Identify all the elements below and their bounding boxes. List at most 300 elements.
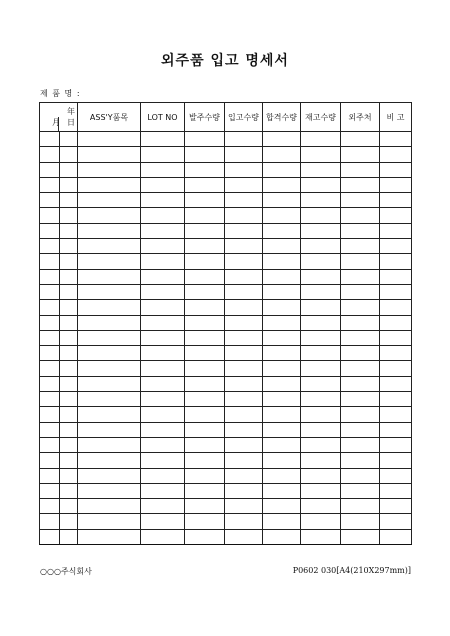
- company-name: ○○○주식회사: [40, 567, 92, 576]
- month-cell[interactable]: [40, 422, 60, 437]
- stock-qty-cell[interactable]: [301, 147, 341, 162]
- remarks-cell[interactable]: [380, 361, 412, 376]
- remarks-cell[interactable]: [380, 407, 412, 422]
- table-row: [40, 422, 412, 437]
- vendor-cell[interactable]: [341, 437, 380, 452]
- receive-qty-cell[interactable]: [225, 499, 263, 514]
- day-cell[interactable]: [60, 239, 78, 254]
- remarks-cell[interactable]: [380, 346, 412, 361]
- day-cell[interactable]: [60, 346, 78, 361]
- order-qty-cell[interactable]: [185, 162, 225, 177]
- receive-qty-cell[interactable]: [225, 437, 263, 452]
- table-row: [40, 407, 412, 422]
- receive-qty-cell[interactable]: [225, 300, 263, 315]
- vendor-cell[interactable]: [341, 239, 380, 254]
- order-qty-cell[interactable]: [185, 330, 225, 345]
- vendor-cell[interactable]: [341, 529, 380, 544]
- lot-no-cell[interactable]: [141, 422, 185, 437]
- day-cell[interactable]: [60, 499, 78, 514]
- month-cell[interactable]: [40, 499, 60, 514]
- day-cell[interactable]: [60, 392, 78, 407]
- pass-qty-cell[interactable]: [263, 499, 301, 514]
- order-qty-cell[interactable]: [185, 223, 225, 238]
- pass-qty-cell[interactable]: [263, 254, 301, 269]
- assy-item-cell[interactable]: [78, 437, 141, 452]
- stock-qty-cell[interactable]: [301, 346, 341, 361]
- order-qty-cell[interactable]: [185, 422, 225, 437]
- month-cell[interactable]: [40, 453, 60, 468]
- vendor-cell[interactable]: [341, 499, 380, 514]
- stock-qty-cell[interactable]: [301, 193, 341, 208]
- stock-qty-cell[interactable]: [301, 376, 341, 391]
- month-cell[interactable]: [40, 361, 60, 376]
- stock-qty-cell[interactable]: [301, 529, 341, 544]
- remarks-cell[interactable]: [380, 147, 412, 162]
- pass-qty-cell[interactable]: [263, 361, 301, 376]
- stock-qty-cell[interactable]: [301, 223, 341, 238]
- order-qty-cell[interactable]: [185, 529, 225, 544]
- remarks-cell[interactable]: [380, 330, 412, 345]
- order-qty-cell[interactable]: [185, 392, 225, 407]
- assy-item-cell[interactable]: [78, 208, 141, 223]
- vendor-cell[interactable]: [341, 254, 380, 269]
- lot-no-cell[interactable]: [141, 376, 185, 391]
- vendor-cell[interactable]: [341, 468, 380, 483]
- remarks-cell[interactable]: [380, 269, 412, 284]
- pass-qty-cell[interactable]: [263, 422, 301, 437]
- vendor-cell[interactable]: [341, 346, 380, 361]
- remarks-cell[interactable]: [380, 453, 412, 468]
- pass-qty-cell[interactable]: [263, 193, 301, 208]
- day-cell[interactable]: [60, 177, 78, 192]
- table-row: [40, 376, 412, 391]
- assy-item-cell[interactable]: [78, 269, 141, 284]
- receive-qty-cell[interactable]: [225, 284, 263, 299]
- pass-qty-cell[interactable]: [263, 483, 301, 498]
- assy-item-cell[interactable]: [78, 330, 141, 345]
- month-cell[interactable]: [40, 529, 60, 544]
- remarks-cell[interactable]: [380, 437, 412, 452]
- month-cell[interactable]: [40, 376, 60, 391]
- day-cell[interactable]: [60, 193, 78, 208]
- pass-qty-cell[interactable]: [263, 392, 301, 407]
- stock-qty-cell[interactable]: [301, 483, 341, 498]
- order-qty-cell[interactable]: [185, 315, 225, 330]
- pass-qty-cell[interactable]: [263, 468, 301, 483]
- table-row: [40, 132, 412, 147]
- remarks-cell[interactable]: [380, 132, 412, 147]
- lot-no-cell[interactable]: [141, 239, 185, 254]
- stock-qty-cell[interactable]: [301, 162, 341, 177]
- lot-no-cell[interactable]: [141, 284, 185, 299]
- stock-qty-cell[interactable]: [301, 208, 341, 223]
- remarks-cell[interactable]: [380, 177, 412, 192]
- assy-item-cell[interactable]: [78, 376, 141, 391]
- remarks-cell[interactable]: [380, 315, 412, 330]
- vendor-cell[interactable]: [341, 208, 380, 223]
- lot-no-cell[interactable]: [141, 330, 185, 345]
- pass-qty-cell[interactable]: [263, 300, 301, 315]
- month-cell[interactable]: [40, 208, 60, 223]
- table-row: [40, 193, 412, 208]
- lot-no-cell[interactable]: [141, 392, 185, 407]
- lot-no-cell[interactable]: [141, 315, 185, 330]
- pass-qty-header: 합격수량: [263, 103, 301, 132]
- vendor-cell[interactable]: [341, 223, 380, 238]
- month-cell[interactable]: [40, 162, 60, 177]
- receive-qty-cell[interactable]: [225, 514, 263, 529]
- receive-qty-cell[interactable]: [225, 269, 263, 284]
- assy-item-cell[interactable]: [78, 346, 141, 361]
- assy-item-cell[interactable]: [78, 147, 141, 162]
- stock-qty-cell[interactable]: [301, 239, 341, 254]
- table-row: [40, 269, 412, 284]
- receive-qty-cell[interactable]: [225, 529, 263, 544]
- lot-no-cell[interactable]: [141, 269, 185, 284]
- month-cell[interactable]: [40, 284, 60, 299]
- remarks-cell[interactable]: [380, 483, 412, 498]
- order-qty-cell[interactable]: [185, 483, 225, 498]
- order-qty-cell[interactable]: [185, 499, 225, 514]
- pass-qty-cell[interactable]: [263, 346, 301, 361]
- lot-no-cell[interactable]: [141, 254, 185, 269]
- day-cell[interactable]: [60, 269, 78, 284]
- stock-qty-cell[interactable]: [301, 254, 341, 269]
- lot-no-header: LOT NO: [141, 103, 185, 132]
- assy-item-cell[interactable]: [78, 254, 141, 269]
- order-qty-cell[interactable]: [185, 239, 225, 254]
- day-cell[interactable]: [60, 361, 78, 376]
- lot-no-cell[interactable]: [141, 300, 185, 315]
- vendor-cell[interactable]: [341, 284, 380, 299]
- assy-item-cell[interactable]: [78, 392, 141, 407]
- table-row: [40, 330, 412, 345]
- day-cell[interactable]: [60, 483, 78, 498]
- order-qty-cell[interactable]: [185, 376, 225, 391]
- remarks-cell[interactable]: [380, 376, 412, 391]
- stock-qty-cell[interactable]: [301, 499, 341, 514]
- receive-qty-cell[interactable]: [225, 147, 263, 162]
- remarks-cell[interactable]: [380, 422, 412, 437]
- table-body: [40, 132, 412, 545]
- order-qty-cell[interactable]: [185, 407, 225, 422]
- stock-qty-cell[interactable]: [301, 437, 341, 452]
- remarks-cell[interactable]: [380, 193, 412, 208]
- lot-no-cell[interactable]: [141, 162, 185, 177]
- vendor-cell[interactable]: [341, 392, 380, 407]
- lot-no-cell[interactable]: [141, 132, 185, 147]
- month-cell[interactable]: [40, 239, 60, 254]
- day-cell[interactable]: [60, 529, 78, 544]
- stock-qty-cell[interactable]: [301, 177, 341, 192]
- receive-qty-cell[interactable]: [225, 254, 263, 269]
- table-row: [40, 254, 412, 269]
- lot-no-cell[interactable]: [141, 407, 185, 422]
- stock-qty-cell[interactable]: [301, 269, 341, 284]
- day-cell[interactable]: [60, 223, 78, 238]
- pass-qty-cell[interactable]: [263, 208, 301, 223]
- receive-qty-cell[interactable]: [225, 468, 263, 483]
- table-row: [40, 162, 412, 177]
- lot-no-cell[interactable]: [141, 529, 185, 544]
- assy-item-cell[interactable]: [78, 514, 141, 529]
- vendor-cell[interactable]: [341, 269, 380, 284]
- month-cell[interactable]: [40, 392, 60, 407]
- day-cell[interactable]: [60, 315, 78, 330]
- day-cell[interactable]: [60, 422, 78, 437]
- stock-qty-cell[interactable]: [301, 300, 341, 315]
- table-row: [40, 208, 412, 223]
- stock-qty-cell[interactable]: [301, 132, 341, 147]
- month-cell[interactable]: [40, 407, 60, 422]
- table-row: [40, 392, 412, 407]
- stock-qty-cell[interactable]: [301, 330, 341, 345]
- day-cell[interactable]: [60, 284, 78, 299]
- lot-no-cell[interactable]: [141, 147, 185, 162]
- assy-item-cell[interactable]: [78, 132, 141, 147]
- remarks-cell[interactable]: [380, 284, 412, 299]
- order-qty-cell[interactable]: [185, 193, 225, 208]
- lot-no-cell[interactable]: [141, 437, 185, 452]
- order-qty-cell[interactable]: [185, 453, 225, 468]
- month-cell[interactable]: [40, 468, 60, 483]
- month-cell[interactable]: [40, 223, 60, 238]
- remarks-cell[interactable]: [380, 468, 412, 483]
- pass-qty-cell[interactable]: [263, 223, 301, 238]
- day-header: 日: [67, 118, 75, 127]
- order-qty-cell[interactable]: [185, 132, 225, 147]
- assy-item-header: ASS'Y품목: [78, 103, 141, 132]
- receive-qty-cell[interactable]: [225, 177, 263, 192]
- vendor-cell[interactable]: [341, 407, 380, 422]
- assy-item-cell[interactable]: [78, 499, 141, 514]
- month-cell[interactable]: [40, 300, 60, 315]
- assy-item-cell[interactable]: [78, 422, 141, 437]
- assy-item-cell[interactable]: [78, 162, 141, 177]
- order-qty-cell[interactable]: [185, 147, 225, 162]
- receipt-table: [39, 102, 412, 545]
- day-cell[interactable]: [60, 254, 78, 269]
- assy-item-cell[interactable]: [78, 529, 141, 544]
- vendor-cell[interactable]: [341, 376, 380, 391]
- pass-qty-cell[interactable]: [263, 177, 301, 192]
- vendor-cell[interactable]: [341, 330, 380, 345]
- remarks-cell[interactable]: [380, 514, 412, 529]
- remarks-cell[interactable]: [380, 499, 412, 514]
- receive-qty-cell[interactable]: [225, 208, 263, 223]
- receive-qty-cell[interactable]: [225, 162, 263, 177]
- vendor-cell[interactable]: [341, 315, 380, 330]
- month-cell[interactable]: [40, 147, 60, 162]
- table-row: [40, 315, 412, 330]
- pass-qty-cell[interactable]: [263, 330, 301, 345]
- receive-qty-cell[interactable]: [225, 223, 263, 238]
- remarks-header: 비 고: [380, 103, 412, 132]
- receive-qty-cell[interactable]: [225, 422, 263, 437]
- remarks-cell[interactable]: [380, 162, 412, 177]
- assy-item-cell[interactable]: [78, 315, 141, 330]
- lot-no-cell[interactable]: [141, 177, 185, 192]
- vendor-cell[interactable]: [341, 132, 380, 147]
- receive-qty-cell[interactable]: [225, 376, 263, 391]
- remarks-cell[interactable]: [380, 300, 412, 315]
- remarks-cell[interactable]: [380, 529, 412, 544]
- receive-qty-cell[interactable]: [225, 407, 263, 422]
- assy-item-cell[interactable]: [78, 468, 141, 483]
- remarks-cell[interactable]: [380, 239, 412, 254]
- vendor-cell[interactable]: [341, 177, 380, 192]
- vendor-cell[interactable]: [341, 193, 380, 208]
- table-row: [40, 468, 412, 483]
- stock-qty-cell[interactable]: [301, 468, 341, 483]
- pass-qty-cell[interactable]: [263, 284, 301, 299]
- order-qty-cell[interactable]: [185, 254, 225, 269]
- pass-qty-cell[interactable]: [263, 239, 301, 254]
- month-cell[interactable]: [40, 437, 60, 452]
- date-header: [40, 103, 78, 132]
- day-cell[interactable]: [60, 330, 78, 345]
- receive-qty-cell[interactable]: [225, 330, 263, 345]
- lot-no-cell[interactable]: [141, 346, 185, 361]
- pass-qty-cell[interactable]: [263, 514, 301, 529]
- assy-item-cell[interactable]: [78, 177, 141, 192]
- assy-item-cell[interactable]: [78, 453, 141, 468]
- order-qty-cell[interactable]: [185, 177, 225, 192]
- day-cell[interactable]: [60, 514, 78, 529]
- month-cell[interactable]: [40, 330, 60, 345]
- receive-qty-cell[interactable]: [225, 483, 263, 498]
- pass-qty-cell[interactable]: [263, 132, 301, 147]
- order-qty-cell[interactable]: [185, 269, 225, 284]
- month-cell[interactable]: [40, 132, 60, 147]
- stock-qty-cell[interactable]: [301, 284, 341, 299]
- order-qty-cell[interactable]: [185, 514, 225, 529]
- assy-item-cell[interactable]: [78, 300, 141, 315]
- pass-qty-cell[interactable]: [263, 376, 301, 391]
- day-cell[interactable]: [60, 300, 78, 315]
- day-cell[interactable]: [60, 162, 78, 177]
- table-row: [40, 284, 412, 299]
- vendor-cell[interactable]: [341, 514, 380, 529]
- lot-no-cell[interactable]: [141, 499, 185, 514]
- assy-item-cell[interactable]: [78, 284, 141, 299]
- pass-qty-cell[interactable]: [263, 453, 301, 468]
- pass-qty-cell[interactable]: [263, 315, 301, 330]
- pass-qty-cell[interactable]: [263, 162, 301, 177]
- vendor-cell[interactable]: [341, 300, 380, 315]
- order-qty-cell[interactable]: [185, 208, 225, 223]
- day-cell[interactable]: [60, 407, 78, 422]
- stock-qty-cell[interactable]: [301, 407, 341, 422]
- order-qty-cell[interactable]: [185, 437, 225, 452]
- day-cell[interactable]: [60, 376, 78, 391]
- table-row: [40, 147, 412, 162]
- pass-qty-cell[interactable]: [263, 437, 301, 452]
- order-qty-cell[interactable]: [185, 300, 225, 315]
- month-cell[interactable]: [40, 177, 60, 192]
- assy-item-cell[interactable]: [78, 361, 141, 376]
- receive-qty-cell[interactable]: [225, 239, 263, 254]
- vendor-cell[interactable]: [341, 453, 380, 468]
- order-qty-cell[interactable]: [185, 284, 225, 299]
- receive-qty-cell[interactable]: [225, 392, 263, 407]
- vendor-cell[interactable]: [341, 361, 380, 376]
- remarks-cell[interactable]: [380, 223, 412, 238]
- day-cell[interactable]: [60, 147, 78, 162]
- stock-qty-cell[interactable]: [301, 392, 341, 407]
- month-cell[interactable]: [40, 315, 60, 330]
- day-cell[interactable]: [60, 468, 78, 483]
- stock-qty-cell[interactable]: [301, 453, 341, 468]
- month-cell[interactable]: [40, 483, 60, 498]
- vendor-cell[interactable]: [341, 483, 380, 498]
- table-row: [40, 453, 412, 468]
- stock-qty-cell[interactable]: [301, 422, 341, 437]
- pass-qty-cell[interactable]: [263, 147, 301, 162]
- day-cell[interactable]: [60, 132, 78, 147]
- month-cell[interactable]: [40, 254, 60, 269]
- lot-no-cell[interactable]: [141, 361, 185, 376]
- order-qty-cell[interactable]: [185, 468, 225, 483]
- stock-qty-cell[interactable]: [301, 315, 341, 330]
- receive-qty-cell[interactable]: [225, 315, 263, 330]
- month-cell[interactable]: [40, 514, 60, 529]
- month-cell[interactable]: [40, 269, 60, 284]
- order-qty-cell[interactable]: [185, 346, 225, 361]
- remarks-cell[interactable]: [380, 254, 412, 269]
- lot-no-cell[interactable]: [141, 453, 185, 468]
- stock-qty-header: 재고수량: [301, 103, 341, 132]
- table-row: [40, 177, 412, 192]
- order-qty-cell[interactable]: [185, 361, 225, 376]
- stock-qty-cell[interactable]: [301, 361, 341, 376]
- lot-no-cell[interactable]: [141, 193, 185, 208]
- lot-no-cell[interactable]: [141, 223, 185, 238]
- receive-qty-cell[interactable]: [225, 453, 263, 468]
- assy-item-cell[interactable]: [78, 407, 141, 422]
- table-row: [40, 529, 412, 544]
- vendor-cell[interactable]: [341, 162, 380, 177]
- year-header: 年: [67, 107, 75, 116]
- stock-qty-cell[interactable]: [301, 514, 341, 529]
- remarks-cell[interactable]: [380, 208, 412, 223]
- lot-no-cell[interactable]: [141, 208, 185, 223]
- assy-item-cell[interactable]: [78, 483, 141, 498]
- pass-qty-cell[interactable]: [263, 529, 301, 544]
- receive-qty-cell[interactable]: [225, 193, 263, 208]
- lot-no-cell[interactable]: [141, 468, 185, 483]
- pass-qty-cell[interactable]: [263, 269, 301, 284]
- month-cell[interactable]: [40, 193, 60, 208]
- receive-qty-cell[interactable]: [225, 132, 263, 147]
- pass-qty-cell[interactable]: [263, 407, 301, 422]
- vendor-cell[interactable]: [341, 422, 380, 437]
- receive-qty-cell[interactable]: [225, 361, 263, 376]
- day-cell[interactable]: [60, 437, 78, 452]
- table-row: [40, 346, 412, 361]
- lot-no-cell[interactable]: [141, 514, 185, 529]
- assy-item-cell[interactable]: [78, 223, 141, 238]
- vendor-cell[interactable]: [341, 147, 380, 162]
- remarks-cell[interactable]: [380, 392, 412, 407]
- assy-item-cell[interactable]: [78, 193, 141, 208]
- month-cell[interactable]: [40, 346, 60, 361]
- assy-item-cell[interactable]: [78, 239, 141, 254]
- day-cell[interactable]: [60, 208, 78, 223]
- day-cell[interactable]: [60, 453, 78, 468]
- receive-qty-cell[interactable]: [225, 346, 263, 361]
- lot-no-cell[interactable]: [141, 483, 185, 498]
